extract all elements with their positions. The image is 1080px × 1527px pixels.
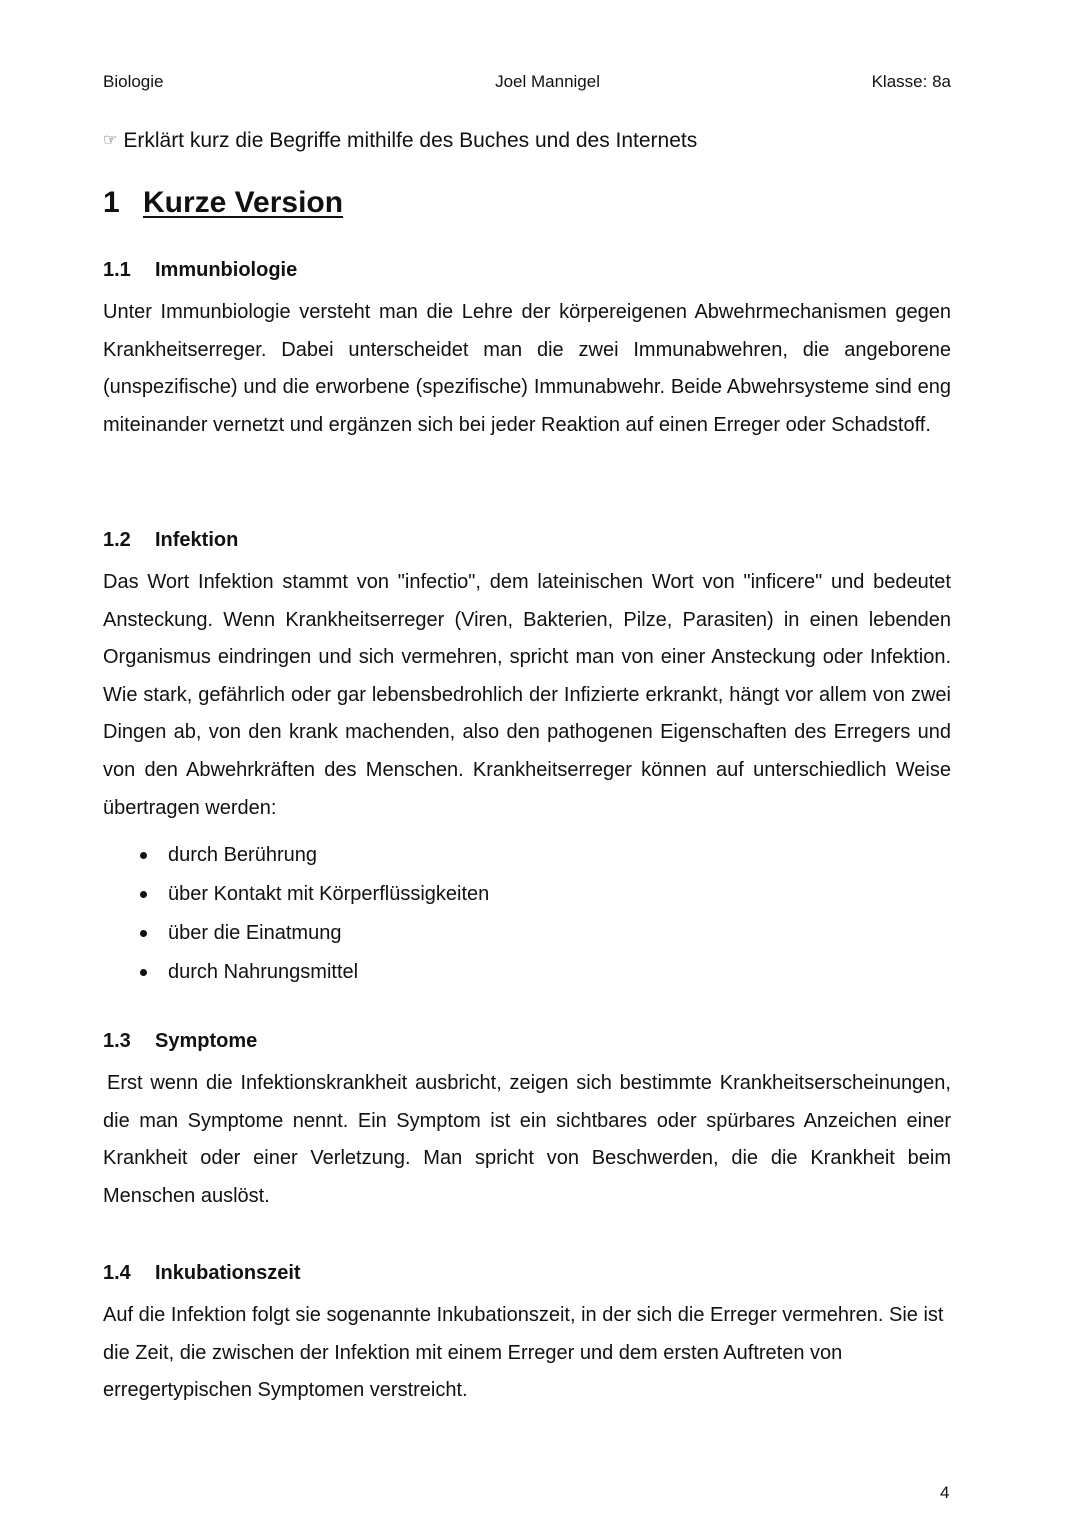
instruction-text: Erklärt kurz die Begriffe mithilfe des Buches und des Internets	[123, 129, 698, 152]
section-inkubationszeit	[103, 1259, 951, 1410]
instruction	[103, 129, 697, 153]
header-subject: Biologie	[103, 72, 164, 91]
list-item: über die Einatmung	[103, 919, 951, 958]
section-title: Symptome	[155, 1030, 258, 1052]
chapter-title: Kurze Version	[143, 186, 344, 219]
section-immunbiologie	[103, 256, 951, 444]
page-header	[103, 72, 951, 92]
pointing-hand-icon: ☞	[103, 132, 118, 149]
section-heading	[103, 256, 951, 294]
section-title: Immunbiologie	[155, 259, 298, 281]
bullet-icon	[140, 930, 147, 937]
list-item: durch Berührung	[103, 841, 951, 880]
section-paragraph: Erst wenn die Infektionskrankheit ausbricht, zeigen sich bestimmte Krankheitserscheinungen, die man Symptome nennt. Ein Symptom ist ein sichtbares oder spürbares Anzeichen einer Krankheit oder einer Verletzung. Man spricht von Beschwerden, die die Krankheit beim Menschen auslöst.	[103, 1072, 951, 1207]
chapter-number: 1	[103, 186, 120, 219]
section-heading	[103, 1259, 951, 1297]
bullet-icon	[140, 852, 147, 859]
section-symptome	[103, 1027, 951, 1215]
section-infektion	[103, 526, 951, 997]
section-number: 1.4	[103, 1262, 131, 1284]
section-number: 1.1	[103, 259, 131, 281]
section-number: 1.2	[103, 529, 131, 551]
bullet-icon	[140, 969, 147, 976]
section-paragraph: Das Wort Infektion stammt von "infectio", dem lateinischen Wort von "inficere" und bedeutet Ansteckung. Wenn Krankheitserreger (Viren, Bakterien, Pilze, Parasiten) in einen lebenden Organismus eindringen und sich vermehren, spricht man von einer Ansteckung oder Infektion. Wie stark, gefährlich oder gar lebensbedrohlich der Infizierte erkrankt, hängt vor allem von zwei Dingen ab, von den krank machenden, also den pathogenen Eigenschaften des Erregers und von den Abwehrkräften des Menschen. Krankheitserreger können auf unterschiedlich Weise übertragen werden:	[103, 571, 951, 819]
page-number: 4	[940, 1483, 950, 1502]
list-item: durch Nahrungsmittel	[103, 958, 951, 997]
list-item: über Kontakt mit Körperflüssigkeiten	[103, 880, 951, 919]
section-title: Infektion	[155, 529, 239, 551]
transmission-list	[103, 841, 951, 997]
header-class: Klasse: 8a	[871, 72, 951, 91]
section-heading	[103, 1027, 951, 1065]
section-heading	[103, 526, 951, 564]
section-paragraph: Auf die Infektion folgt sie sogenannte Inkubationszeit, in der sich die Erreger vermehren. Sie ist die Zeit, die zwischen der Infektion mit einem Erreger und dem ersten Auftreten von erregertypischen Symptomen verstreicht.	[103, 1304, 944, 1402]
section-number: 1.3	[103, 1030, 131, 1052]
chapter-heading	[103, 186, 343, 220]
header-author: Joel Mannigel	[495, 72, 600, 91]
section-paragraph: Unter Immunbiologie versteht man die Lehre der körpereigenen Abwehrmechanismen gegen Krankheitserreger. Dabei unterscheidet man die zwei Immunabwehren, die angeborene (unspezifische) und die erworbene (spezifische) Immunabwehr. Beide Abwehrsysteme sind eng miteinander vernetzt und ergänzen sich bei jeder Reaktion auf einen Erreger oder Schadstoff.	[103, 301, 951, 436]
bullet-icon	[140, 891, 147, 898]
section-title: Inkubationszeit	[155, 1262, 301, 1284]
